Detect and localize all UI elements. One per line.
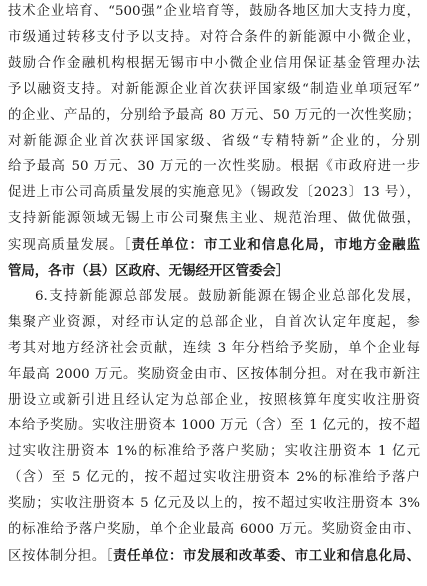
text-line-8: 促进上市公司高质量发展的实施意见》（锡政发〔2023〕13 号）， [8, 185, 420, 201]
text-line-18: 过实收注册资本 1%的标准给予落户奖励；实收注册资本 1 亿元 [8, 444, 420, 460]
text-line-9: 支持新能源领域无锡上市公司聚焦主业、规范治理、做优做强， [8, 211, 420, 227]
text-line-19: （含）至 5 亿元的，按不超过实收注册资本 2%的标准给予落户 [8, 470, 420, 486]
line-text-plain: 区按体制分担。［ [8, 548, 114, 564]
text-line-5: 的企业、产品的，分别给予最高 80 万元、50 万元的一次性奖励； [8, 107, 420, 123]
text-line-14: 考其对地方经济社会贡献，连续 3 年分档给予奖励，单个企业每 [8, 340, 420, 356]
line-text-plain: 实现高质量发展。［ [8, 238, 132, 254]
text-line-7: 给予最高 50 万元、30 万元的一次性奖励。根据《市政府进一步 [8, 159, 420, 175]
text-line-1: 技术企业培育、“500强”企业培育等，鼓励各地区加大支持力度， [8, 4, 420, 19]
text-line-20: 奖励；实收注册资本 5 亿元及以上的，按不超过实收注册资本 3% [8, 496, 420, 512]
text-line-17: 本给予奖励。实收注册资本 1000 万元（含）至 1 亿元的，按不超 [8, 418, 420, 434]
text-line-11: 管局，各市（县）区政府、无锡经开区管委会］ [8, 263, 290, 279]
text-line-10 [8, 235, 420, 255]
responsible-units-text: 责任单位：市工业和信息化局，市地方金融监 [131, 237, 420, 254]
text-line-15: 年最高 2000 万元。奖励资金由市、区按体制分担。对在我市新注 [8, 366, 420, 382]
text-line-6: 对新能源企业首次获评国家级、省级“专精特新”企业的，分别 [8, 133, 420, 149]
text-line-3: 鼓励合作金融机构根据无锡市中小微企业信用保证基金管理办法 [8, 55, 420, 71]
text-line-12: 6.支持新能源总部发展。鼓励新能源在锡企业总部化发展， [35, 288, 420, 304]
text-line-13: 集聚产业资源，对经市认定的总部企业，自首次认定年度起，参 [8, 314, 420, 330]
text-line-22 [8, 546, 420, 566]
text-line-4: 予以融资支持。对新能源企业首次获评国家级“制造业单项冠军” [8, 81, 420, 97]
text-line-21: 的标准给予落户奖励，单个企业最高 6000 万元。奖励资金由市、 [8, 522, 420, 537]
text-line-2: 市级通过转移支付予以支持。对符合条件的新能源中小微企业， [8, 29, 420, 45]
responsible-units-text: 责任单位：市发展和改革委、市工业和信息化局、 [113, 547, 420, 564]
text-line-16: 册设立或新引进且经认定为总部企业，按照核算年度实收注册资 [8, 392, 420, 408]
